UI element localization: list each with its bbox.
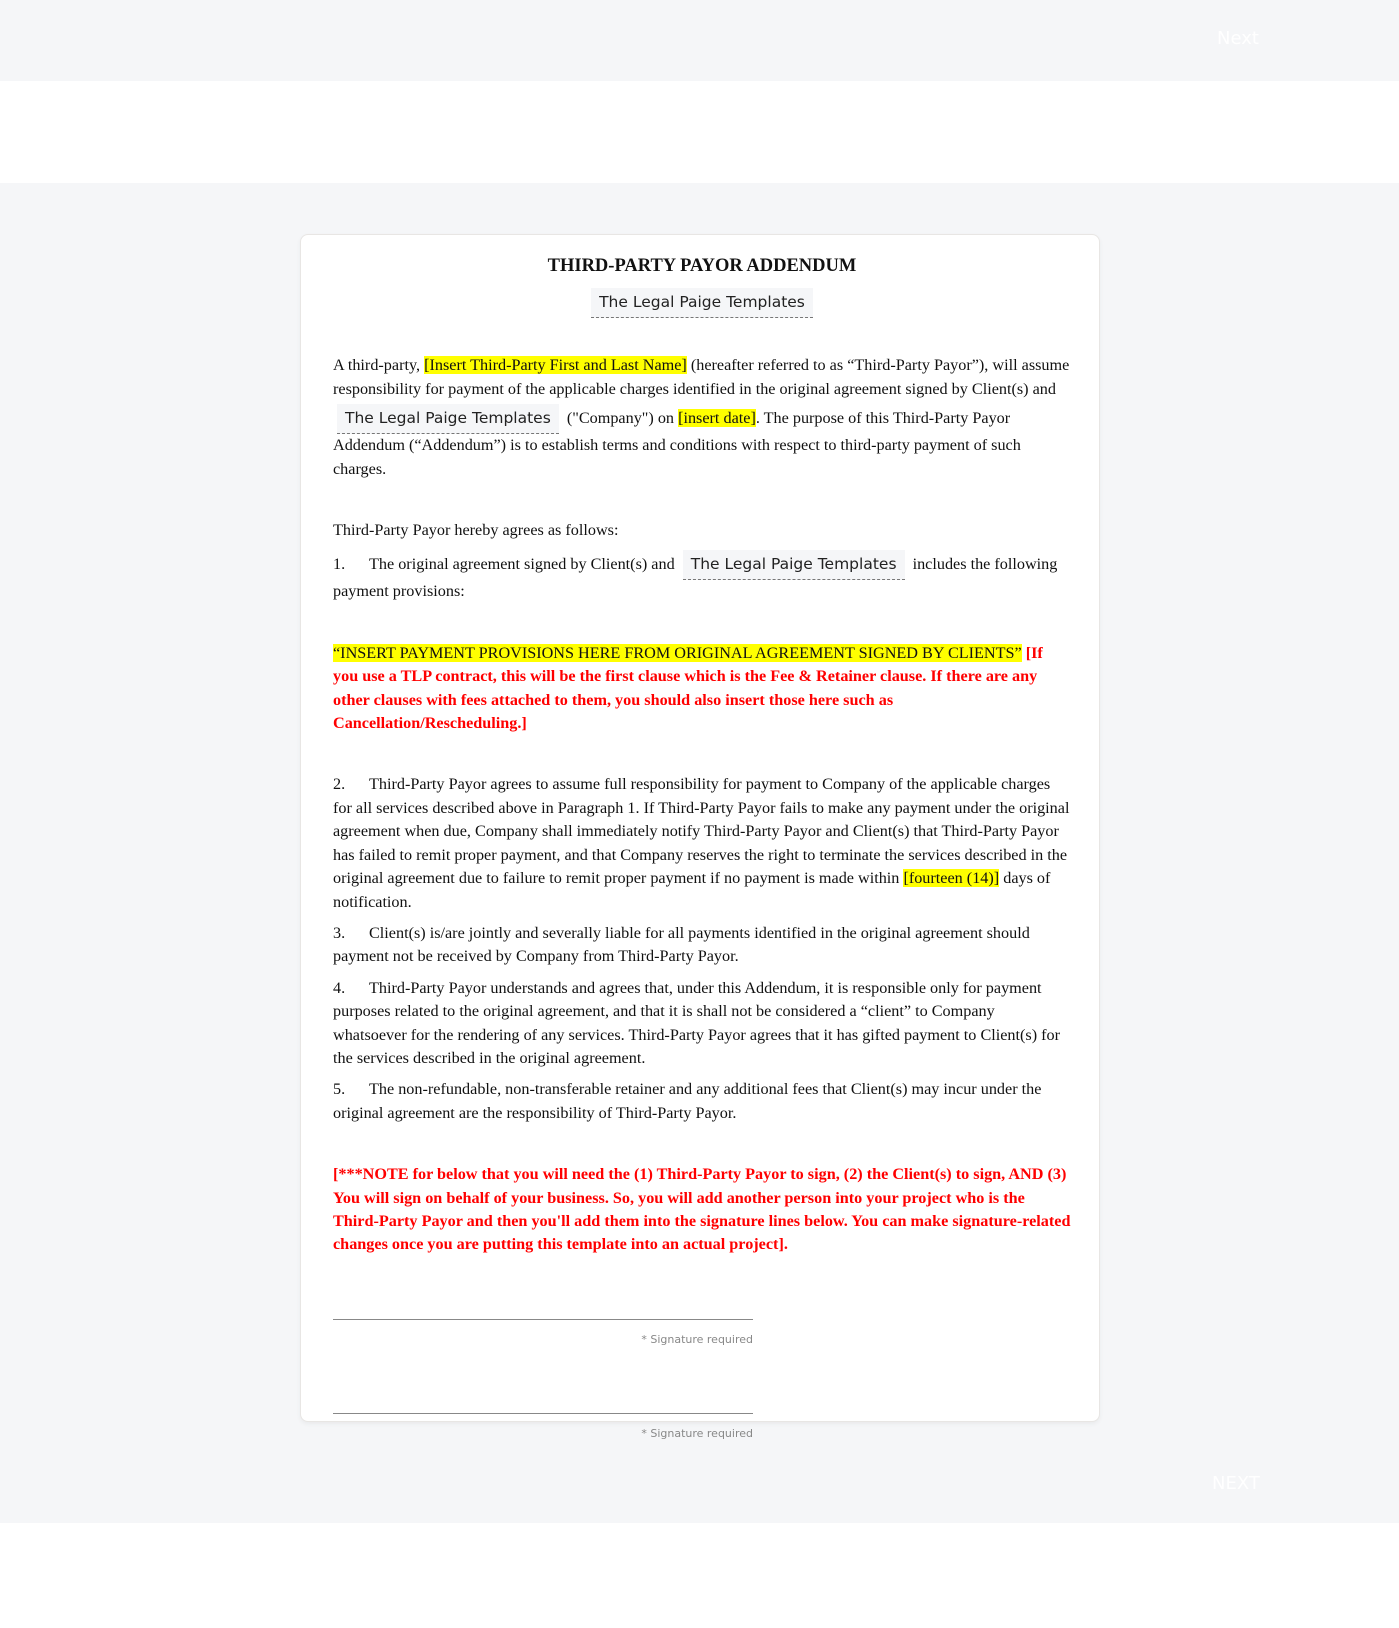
- document-title: THIRD-PARTY PAYOR ADDENDUM: [547, 256, 857, 276]
- text: The non-refundable, non-transferable retainer and any additional fees that Client(s) may incur under the original agreement are the responsibility of Third-Party Payor.: [333, 1080, 1042, 1122]
- company-field[interactable]: The Legal Paige Templates: [591, 288, 813, 318]
- text: includes the following payment provisions:: [333, 555, 1058, 601]
- text: (hereafter referred to as “Third-Party Payor”), will assume responsibility for payment of the applicable charges identified in the original agreement signed by Client(s) and: [333, 356, 1070, 398]
- text: ("Company") on: [562, 409, 679, 428]
- item-number: 5.: [333, 1080, 346, 1099]
- item-5: [333, 1078, 1071, 1125]
- signature-note: [***NOTE for below that you will need the (1) Third-Party Payor to sign, (2) the Client(s) to sign, AND (3) You will sign on behalf of your business. So, you will add another person into your project who is the Third-Party Payor and then you'll add them into the signature lines below. You can make signature-related changes once you are putting this template into an actual project].: [333, 1165, 1071, 1254]
- signature-field[interactable]: [333, 1413, 753, 1445]
- item-number: 1.: [333, 555, 346, 574]
- intro-paragraph: [333, 354, 1071, 481]
- text: Client(s) is/are jointly and severally liable for all payments identified in the original agreement should payment not be received by Company from Third-Party Payor.: [333, 923, 1030, 966]
- signature-line[interactable]: [333, 1319, 753, 1320]
- company-field[interactable]: The Legal Paige Templates: [683, 550, 905, 580]
- item-number: 3.: [333, 923, 346, 942]
- text: Third-Party Payor understands and agrees that, under this Addendum, it is responsible only for payment purposes related to the original agreement, and that it is shall not be considered a “client” to Company whatsoever for the rendering of any services. Third-Party Payor agrees that it has gifted payment to Client(s) for the services described in the original agreement.: [333, 978, 1061, 1067]
- provisions-note: [If you use a TLP contract, this will be the first clause which is the Fee & Retainer clause. If there are any other clauses with fees attached to them, you should also insert those here such as Cancellation/Rescheduling.]: [333, 643, 1043, 733]
- provisions-placeholder: “INSERT PAYMENT PROVISIONS HERE FROM ORIGINAL AGREEMENT SIGNED BY CLIENTS”: [333, 643, 1022, 662]
- days-placeholder: [fourteen (14)]: [903, 869, 1000, 888]
- text: The original agreement signed by Client(s) and: [369, 555, 679, 574]
- header-band: [0, 81, 1399, 183]
- item-2: [333, 773, 1071, 913]
- document-card: [300, 234, 1100, 1441]
- item-3: [333, 922, 1071, 969]
- payment-provisions-placeholder: [333, 642, 1071, 736]
- item-number: 2.: [333, 775, 346, 794]
- company-field[interactable]: The Legal Paige Templates: [337, 404, 559, 434]
- signature-field[interactable]: [333, 1319, 753, 1351]
- item-1: [333, 550, 1071, 603]
- item-4: [333, 977, 1071, 1071]
- signature-line[interactable]: [333, 1413, 753, 1414]
- text: . The purpose of this Third-Party Payor Addendum (“Addendum”) is to establish terms and conditions with respect to third-party payment of such charges.: [333, 409, 1021, 478]
- next-bottom-button[interactable]: NEXT: [1212, 1473, 1260, 1494]
- next-button[interactable]: Next: [1217, 28, 1259, 49]
- document-area: [0, 183, 1399, 1523]
- text: Third-Party Payor agrees to assume full responsibility for payment to Company of the applicable charges for all services described above in Paragraph 1. If Third-Party Payor fails to make any payment under the original agreement when due, Company shall immediately notify Third-Party Payor and Client(s) that Third-Party Payor has failed to remit proper payment, and that Company reserves the right to terminate the services described in the original agreement due to failure to remit proper payment if no payment is made within: [333, 775, 1070, 888]
- item-number: 4.: [333, 978, 346, 997]
- text: days of notification.: [333, 869, 1051, 911]
- date-placeholder: [insert date]: [678, 409, 756, 428]
- third-party-name-placeholder: [Insert Third-Party First and Last Name]: [424, 356, 687, 375]
- top-bar: [0, 0, 1399, 81]
- signature-required-note: * Signature required: [641, 1427, 753, 1441]
- signature-required-note: * Signature required: [641, 1332, 753, 1346]
- text: A third-party,: [333, 356, 425, 375]
- agrees-heading: Third-Party Payor hereby agrees as follows:: [333, 521, 619, 540]
